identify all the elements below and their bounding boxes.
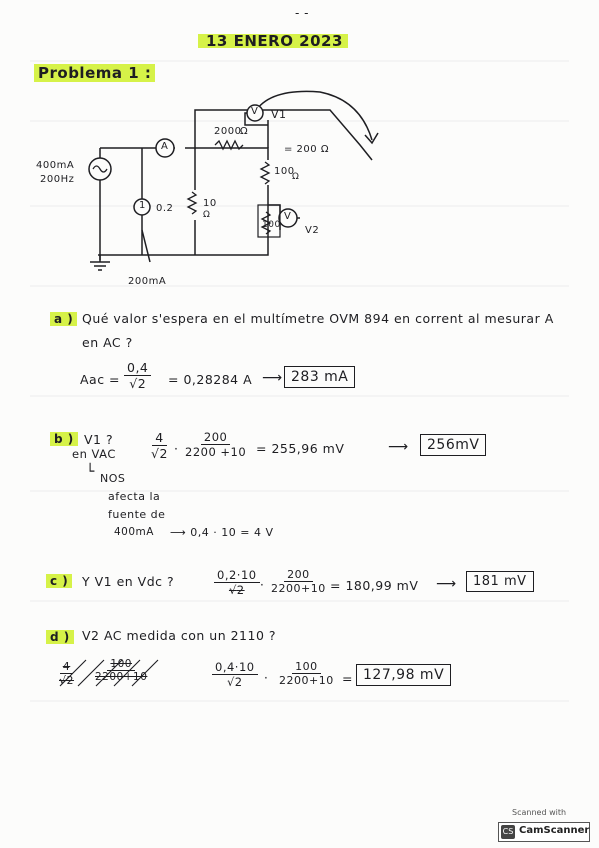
part-d-result: 127,98 mV — [356, 664, 451, 686]
camscanner-brand: CamScanner — [519, 825, 590, 836]
part-d-den1: √ 2 — [224, 675, 246, 689]
part-d-fraction1 — [212, 660, 258, 689]
part-b-result: 256mV — [420, 434, 486, 456]
part-b-num1: 4 — [152, 430, 166, 446]
part-c-label: c ) — [46, 574, 72, 588]
voltmeter2-symbol: V — [284, 211, 292, 222]
part-d-den2: 2200+10 — [279, 674, 334, 687]
part-b-label: b ) — [50, 432, 78, 446]
part-a-den: √ 2 — [126, 376, 149, 391]
resistor-100b-label: 100 — [262, 220, 281, 230]
part-d-fraction2 — [276, 660, 337, 687]
resistor-2000-label: 2000 — [214, 126, 242, 137]
part-d-num1: 0,4·10 — [212, 660, 258, 675]
part-a-question: Qué valor s'espera en el multímetre OVM 894 en corrent al mesurar A — [82, 311, 554, 326]
problem-label: Problema 1 : — [34, 64, 155, 82]
part-d-crossed-den2: 2200+10 — [95, 671, 148, 683]
arrow-icon: ⟶ — [262, 370, 283, 386]
part-b-den2: 2200 +10 — [185, 445, 247, 459]
bottom-current-label: 200mA — [128, 276, 167, 287]
part-c-fraction1 — [214, 568, 260, 597]
ammeter-label: A — [161, 141, 169, 152]
part-d-crossed-num2: 100 — [107, 658, 135, 671]
part-b-question: V1 ? — [84, 432, 114, 447]
part-a-num: 0,4 — [124, 360, 151, 376]
part-b-equation: = 255,96 mV — [256, 441, 345, 456]
part-b-note3: fuente de — [108, 508, 166, 521]
part-b-note4: 400mA — [114, 526, 154, 538]
part-d-label: d ) — [46, 630, 74, 644]
camscanner-watermark — [498, 808, 590, 842]
part-a-equation: = 0,28284 A — [168, 372, 253, 387]
dash-mark: - - — [295, 6, 309, 20]
resistor-annotation: = 200 Ω — [284, 144, 329, 155]
part-b-note1: NOS — [100, 472, 126, 485]
voltmeter2-name: V2 — [305, 225, 320, 236]
part-d-question: V2 AC medida con un 2110 ? — [82, 628, 277, 643]
part-c-equation: = 180,99 mV — [330, 578, 419, 593]
part-b-num2: 200 — [201, 430, 230, 445]
resistor-100-label: 100 — [274, 166, 295, 177]
scanned-with-text: Scanned with — [512, 808, 567, 817]
part-a-fraction — [124, 360, 151, 391]
part-c-question: Y V1 en Vdc ? — [82, 574, 175, 589]
note-bracket: └ — [86, 464, 95, 480]
dc-source-symbol: 1 — [139, 200, 146, 211]
part-c-fraction2 — [268, 568, 329, 595]
part-d-crossed-den: √ 2 — [56, 674, 77, 687]
source-current-label: 400mA — [36, 160, 75, 171]
resistor-10-label: 10 — [203, 198, 217, 209]
part-a-label: a ) — [50, 312, 77, 326]
part-b-den1: √ 2 — [148, 446, 171, 461]
camscanner-logo: CS — [501, 825, 515, 839]
part-b-note2: afecta la — [108, 490, 161, 503]
strike-scribble — [56, 656, 166, 690]
part-d-crossed-num: 4 — [60, 660, 74, 674]
resistor-2000-unit: Ω — [240, 126, 249, 137]
part-b-sub: en VAC — [72, 447, 116, 461]
part-c-result: 181 mV — [466, 571, 534, 592]
part-c-num1: 0,2·10 — [214, 568, 260, 583]
page-title: 13 ENERO 2023 — [206, 32, 343, 50]
camscanner-badge — [498, 822, 590, 842]
arrow-icon: ⟶ — [388, 439, 409, 455]
part-d-equals: = — [342, 671, 353, 686]
part-a-question-line2: en AC ? — [82, 335, 133, 350]
part-b-fraction2 — [182, 430, 249, 459]
voltmeter1-symbol: V — [251, 106, 259, 117]
voltmeter1-name: V1 — [271, 108, 287, 121]
part-b-dot: · — [174, 441, 179, 456]
part-b-fraction1 — [148, 430, 171, 461]
part-b-note5: ⟶ 0,4 · 10 = 4 V — [170, 526, 274, 539]
part-c-den2: 2200+10 — [271, 582, 326, 595]
resistor-100-unit: Ω — [292, 172, 300, 182]
part-a-result: 283 mA — [284, 366, 355, 388]
part-d-dot: · — [264, 671, 269, 685]
part-c-dot: · — [260, 578, 265, 592]
part-d-num2: 100 — [292, 660, 321, 674]
resistor-10-unit: Ω — [203, 210, 211, 220]
part-a-lhs: Aac = — [80, 372, 121, 387]
source-freq-label: 200Hz — [40, 174, 75, 185]
dc-source-value: 0.2 — [156, 203, 174, 214]
arrow-icon: ⟶ — [436, 576, 457, 592]
part-c-num2: 200 — [284, 568, 313, 582]
part-c-den1-crossed: √ 2 — [226, 583, 248, 597]
